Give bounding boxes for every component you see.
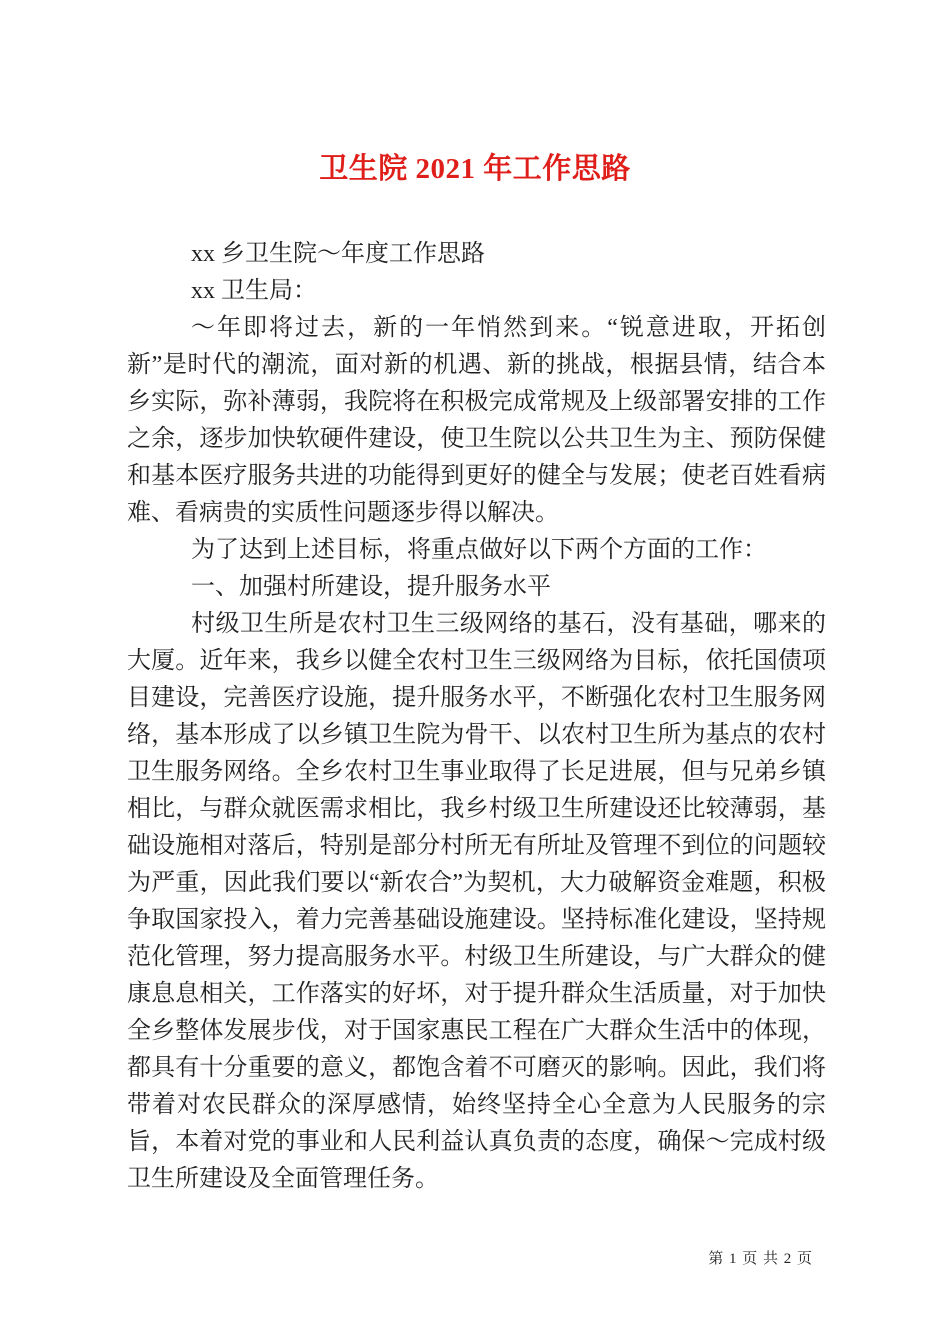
page-number-indicator: 第 1 页 共 2 页: [708, 1251, 813, 1267]
paragraph-addressee: xx 卫生局：: [191, 278, 317, 304]
document-body: [127, 236, 826, 1198]
document-title: 卫生院 2021 年工作思路: [319, 153, 631, 186]
paragraph-salutation-line: xx 乡卫生院～年度工作思路: [191, 241, 485, 267]
paragraph-intro: ～年即将过去，新的一年悄然到来。“锐意进取，开拓创新”是时代的潮流，面对新的机遇、新的挑战，根据县情，结合本乡实际，弥补薄弱，我院将在积极完成常规及上级部署安排的工作之余，逐步加快软硬件建设，使卫生院以公共卫生为主、预防保健和基本医疗服务共进的功能得到更好的健全与发展；使老百姓看病难、看病贵的实质性问题逐步得以解决。: [127, 315, 826, 526]
paragraph-section-heading: 一、加强村所建设，提升服务水平: [191, 574, 551, 600]
paragraph-goal-statement: 为了达到上述目标，将重点做好以下两个方面的工作：: [191, 537, 767, 563]
paragraph-section-content: 村级卫生所是农村卫生三级网络的基石，没有基础，哪来的大厦。近年来，我乡以健全农村卫生三级网络为目标，依托国债项目建设，完善医疗设施，提升服务水平，不断强化农村卫生服务网络，基本形成了以乡镇卫生院为骨干、以农村卫生所为基点的农村卫生服务网络。全乡农村卫生事业取得了长足进展，但与兄弟乡镇相比，与群众就医需求相比，我乡村级卫生所建设还比较薄弱，基础设施相对落后，特别是部分村所无有所址及管理不到位的问题较为严重，因此我们要以“新农合”为契机，大力破解资金难题，积极争取国家投入，着力完善基础设施建设。坚持标准化建设，坚持规范化管理，努力提高服务水平。村级卫生所建设，与广大群众的健康息息相关，工作落实的好坏，对于提升群众生活质量，对于加快全乡整体发展步伐，对于国家惠民工程在广大群众生活中的体现，都具有十分重要的意义，都饱含着不可磨灭的影响。因此，我们将带着对农民群众的深厚感情，始终坚持全心全意为人民服务的宗旨，本着对党的事业和人民利益认真负责的态度，确保～完成村级卫生所建设及全面管理任务。: [127, 611, 826, 1192]
